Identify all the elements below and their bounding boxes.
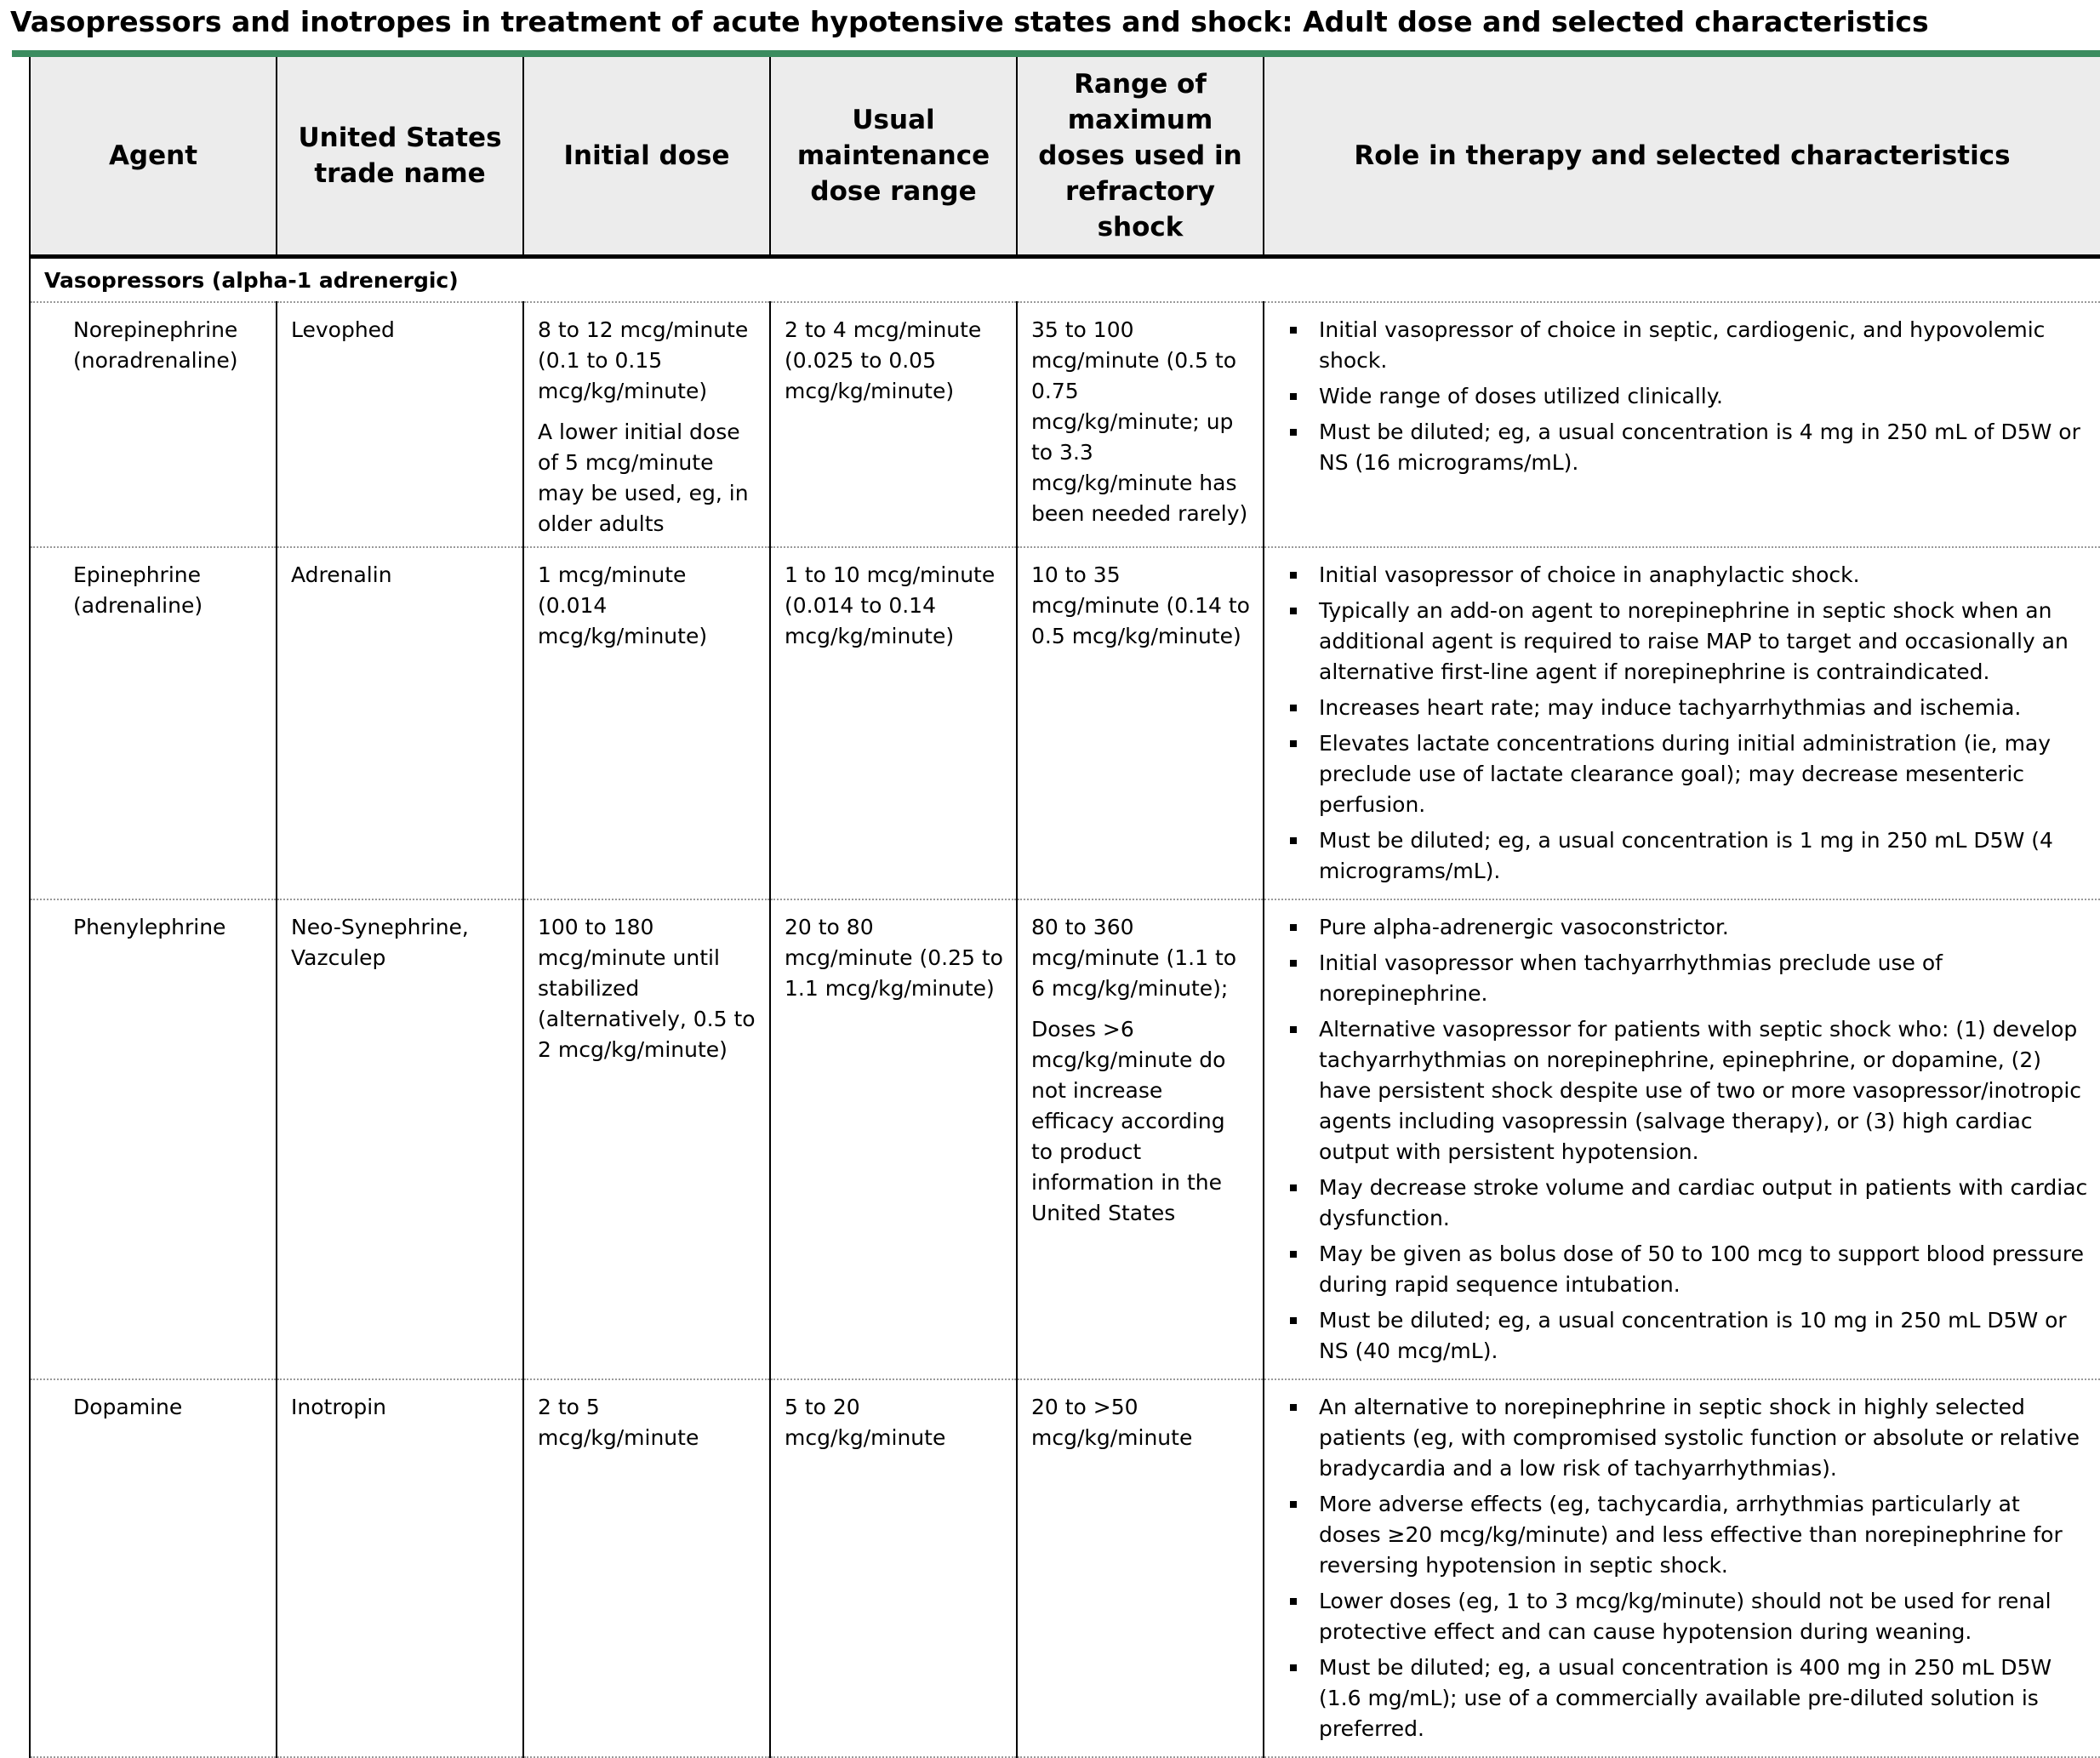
role-item: Must be diluted; eg, a usual concentration is 400 mg in 250 mL D5W (1.6 mg/mL); use of a commercially available pre-diluted solution is preferred. [1278,1652,2088,1744]
role-item: Must be diluted; eg, a usual concentration is 4 mg in 250 mL of D5W or NS (16 micrograms/mL). [1278,417,2088,478]
role-item: An alternative to norepinephrine in septic shock in highly selected patients (eg, with compromised systolic function or absolute or relative bradycardia and a low risk of tachyarrhythmias). [1278,1392,2088,1484]
agent-cell: Epinephrine (adrenaline) [30,547,277,899]
maximum-dose-cell [1017,302,1264,547]
maximum-dose-cell [1017,547,1264,899]
maximum-dose-text: 35 to 100 mcg/minute (0.5 to 0.75 mcg/kg/minute; up to 3.3 mcg/kg/minute has been needed rarely) [1031,317,1248,526]
column-header-maintenance-dose: Usual maintenance dose range [770,57,1017,257]
section-row [30,257,2100,303]
role-item: Increases heart rate; may induce tachyarrhythmias and ischemia. [1278,693,2088,723]
table-row [30,547,2100,899]
agent-cell: Phenylephrine [30,899,277,1379]
initial-dose-cell [523,547,770,899]
maximum-dose-text: 10 to 35 mcg/minute (0.14 to 0.5 mcg/kg/minute) [1031,562,1250,648]
section-heading: Vasopressors (alpha-1 adrenergic) [30,257,2100,303]
role-item: Pure alpha-adrenergic vasoconstrictor. [1278,912,2088,943]
initial-dose-cell [523,302,770,547]
table-row [30,899,2100,1379]
maximum-dose-cell [1017,1379,1264,1757]
initial-dose-text: 1 mcg/minute (0.014 mcg/kg/minute) [538,562,708,648]
role-list [1278,315,2088,478]
column-header-agent: Agent [30,57,277,257]
maintenance-dose-cell: 20 to 80 mcg/minute (0.25 to 1.1 mcg/kg/minute) [770,899,1017,1379]
role-item: Initial vasopressor of choice in anaphylactic shock. [1278,560,2088,591]
role-list [1278,1392,2088,1744]
initial-dose-text: 2 to 5 mcg/kg/minute [538,1395,699,1450]
role-cell [1264,302,2100,547]
initial-dose-cell [523,899,770,1379]
role-item: May decrease stroke volume and cardiac output in patients with cardiac dysfunction. [1278,1173,2088,1234]
trade-name-cell: Levophed [277,302,523,547]
role-list [1278,912,2088,1367]
role-item: Typically an add-on agent to norepinephrine in septic shock when an additional agent is required to raise MAP to target and occasionally an alternative first-line agent if norepinephrine is contraindicated. [1278,596,2088,688]
title-divider [12,50,2100,57]
table-row [30,302,2100,547]
trade-name-cell: Adrenalin [277,547,523,899]
role-item: Alternative vasopressor for patients with septic shock who: (1) develop tachyarrhythmias on norepinephrine, epinephrine, or dopamine, (2) have persistent shock despite use of two or more vasopressor/inotropic agents including vasopressin (salvage therapy), or (3) high cardiac output with persistent hypotension. [1278,1014,2088,1167]
initial-dose-cell [523,1379,770,1757]
role-item: Initial vasopressor when tachyarrhythmias preclude use of norepinephrine. [1278,948,2088,1009]
maximum-dose-note: Doses >6 mcg/kg/minute do not increase efficacy according to product information in the United States [1031,1017,1226,1225]
role-item: Must be diluted; eg, a usual concentration is 1 mg in 250 mL D5W (4 micrograms/mL). [1278,825,2088,887]
initial-dose-text: 100 to 180 mcg/minute until stabilized (alternatively, 0.5 to 2 mcg/kg/minute) [538,915,756,1062]
column-header-role: Role in therapy and selected characteristics [1264,57,2100,257]
table-row [30,1379,2100,1757]
page-title: Vasopressors and inotropes in treatment of acute hypotensive states and shock: Adult dose and selected characteristics [10,5,1929,38]
initial-dose-text: 8 to 12 mcg/minute (0.1 to 0.15 mcg/kg/minute) [538,317,749,403]
column-header-maximum-dose: Range of maximum doses used in refractory shock [1017,57,1264,257]
trade-name-cell: Neo-Synephrine, Vazculep [277,899,523,1379]
role-cell [1264,547,2100,899]
maximum-dose-cell [1017,899,1264,1379]
initial-dose-note: A lower initial dose of 5 mcg/minute may be used, eg, in older adults [538,420,749,536]
trade-name-cell: Inotropin [277,1379,523,1757]
role-item: Must be diluted; eg, a usual concentration is 10 mg in 250 mL D5W or NS (40 mcg/mL). [1278,1305,2088,1367]
maintenance-dose-cell: 5 to 20 mcg/kg/minute [770,1379,1017,1757]
agent-cell: Dopamine [30,1379,277,1757]
role-cell [1264,899,2100,1379]
role-list [1278,560,2088,887]
agent-cell: Norepinephrine (noradrenaline) [30,302,277,547]
role-cell [1264,1379,2100,1757]
maintenance-dose-cell: 2 to 4 mcg/minute (0.025 to 0.05 mcg/kg/minute) [770,302,1017,547]
role-item: Wide range of doses utilized clinically. [1278,381,2088,412]
maximum-dose-text: 20 to >50 mcg/kg/minute [1031,1395,1193,1450]
column-header-trade-name: United States trade name [277,57,523,257]
column-header-initial-dose: Initial dose [523,57,770,257]
maintenance-dose-cell: 1 to 10 mcg/minute (0.014 to 0.14 mcg/kg/minute) [770,547,1017,899]
role-item: Initial vasopressor of choice in septic, cardiogenic, and hypovolemic shock. [1278,315,2088,376]
maximum-dose-text: 80 to 360 mcg/minute (1.1 to 6 mcg/kg/minute); [1031,915,1237,1001]
role-item: May be given as bolus dose of 50 to 100 mcg to support blood pressure during rapid sequence intubation. [1278,1239,2088,1300]
role-item: Lower doses (eg, 1 to 3 mcg/kg/minute) should not be used for renal protective effect and can cause hypotension during weaning. [1278,1586,2088,1647]
dose-table [29,57,2100,1758]
role-item: Elevates lactate concentrations during initial administration (ie, may preclude use of lactate clearance goal); may decrease mesenteric perfusion. [1278,728,2088,820]
role-item: More adverse effects (eg, tachycardia, arrhythmias particularly at doses ≥20 mcg/kg/minute) and less effective than norepinephrine for reversing hypotension in septic shock. [1278,1489,2088,1581]
header-row [30,57,2100,257]
